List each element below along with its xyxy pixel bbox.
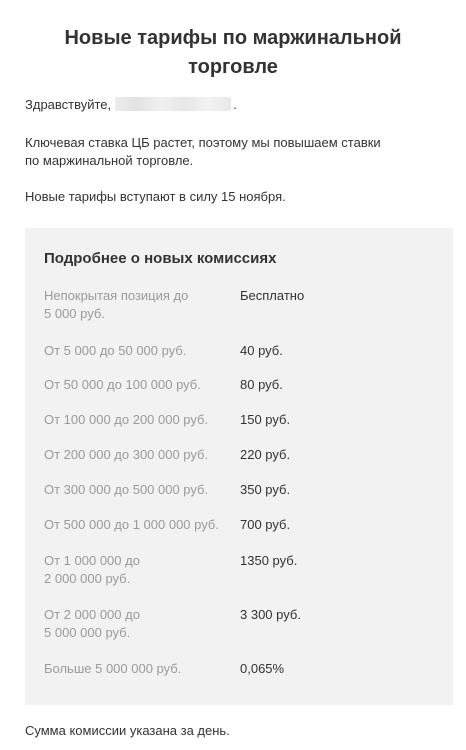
tariff-fee-value: 700 руб. (240, 517, 291, 532)
tariff-range-label (44, 552, 234, 588)
tariff-range-label: От 300 000 до 500 000 руб. (44, 482, 209, 497)
tariff-range-label: От 5 000 до 50 000 руб. (44, 343, 187, 358)
email-title-line1: Новые тарифы по маржинальной (64, 27, 402, 49)
tariff-range-label: От 200 000 до 300 000 руб. (44, 447, 209, 462)
intro-paragraph-line2: по маржинальной торговле. (25, 153, 194, 168)
greeting-suffix: . (233, 97, 237, 112)
tariff-range-label: От 50 000 до 100 000 руб. (44, 377, 201, 392)
commission-details-title: Подробнее о новых комиссиях (44, 250, 277, 267)
intro-paragraph-line1: Ключевая ставка ЦБ растет, поэтому мы повышаем ставки (25, 135, 381, 150)
footer-note: Сумма комиссии указана за день. (25, 723, 230, 738)
email-title (24, 24, 442, 82)
tariff-range-line1: От 2 000 000 до (44, 607, 140, 622)
redacted-name (115, 97, 231, 111)
tariff-fee-value: 40 руб. (240, 343, 283, 358)
tariff-range-label: От 500 000 до 1 000 000 руб. (44, 517, 219, 532)
tariff-range-label (44, 606, 234, 642)
tariff-range-line2: 5 000 руб. (44, 306, 105, 321)
intro-paragraph (25, 134, 445, 170)
tariff-fee-value: 150 руб. (240, 412, 291, 427)
tariff-fee-value: 220 руб. (240, 447, 291, 462)
tariff-range-line1: От 1 000 000 до (44, 553, 140, 568)
tariff-range-line1: Непокрытая позиция до (44, 288, 189, 303)
commission-details-panel (25, 228, 453, 705)
tariff-fee-value: 350 руб. (240, 482, 291, 497)
email-title-line2: торговле (188, 56, 278, 78)
greeting-prefix: Здравствуйте, (25, 97, 112, 112)
tariff-range-label: Больше 5 000 000 руб. (44, 661, 182, 676)
tariff-range-line2: 2 000 000 руб. (44, 571, 131, 586)
tariff-fee-value: Бесплатно (240, 288, 305, 303)
tariff-range-label: От 100 000 до 200 000 руб. (44, 412, 209, 427)
greeting (25, 96, 237, 114)
tariff-fee-value: 0,065% (240, 661, 285, 676)
tariff-fee-value: 80 руб. (240, 377, 283, 392)
tariff-range-line2: 5 000 000 руб. (44, 625, 131, 640)
tariff-fee-value: 1350 руб. (240, 553, 298, 568)
tariff-range-label (44, 287, 234, 323)
effective-date-paragraph: Новые тарифы вступают в силу 15 ноября. (25, 189, 286, 204)
tariff-fee-value: 3 300 руб. (240, 607, 301, 622)
